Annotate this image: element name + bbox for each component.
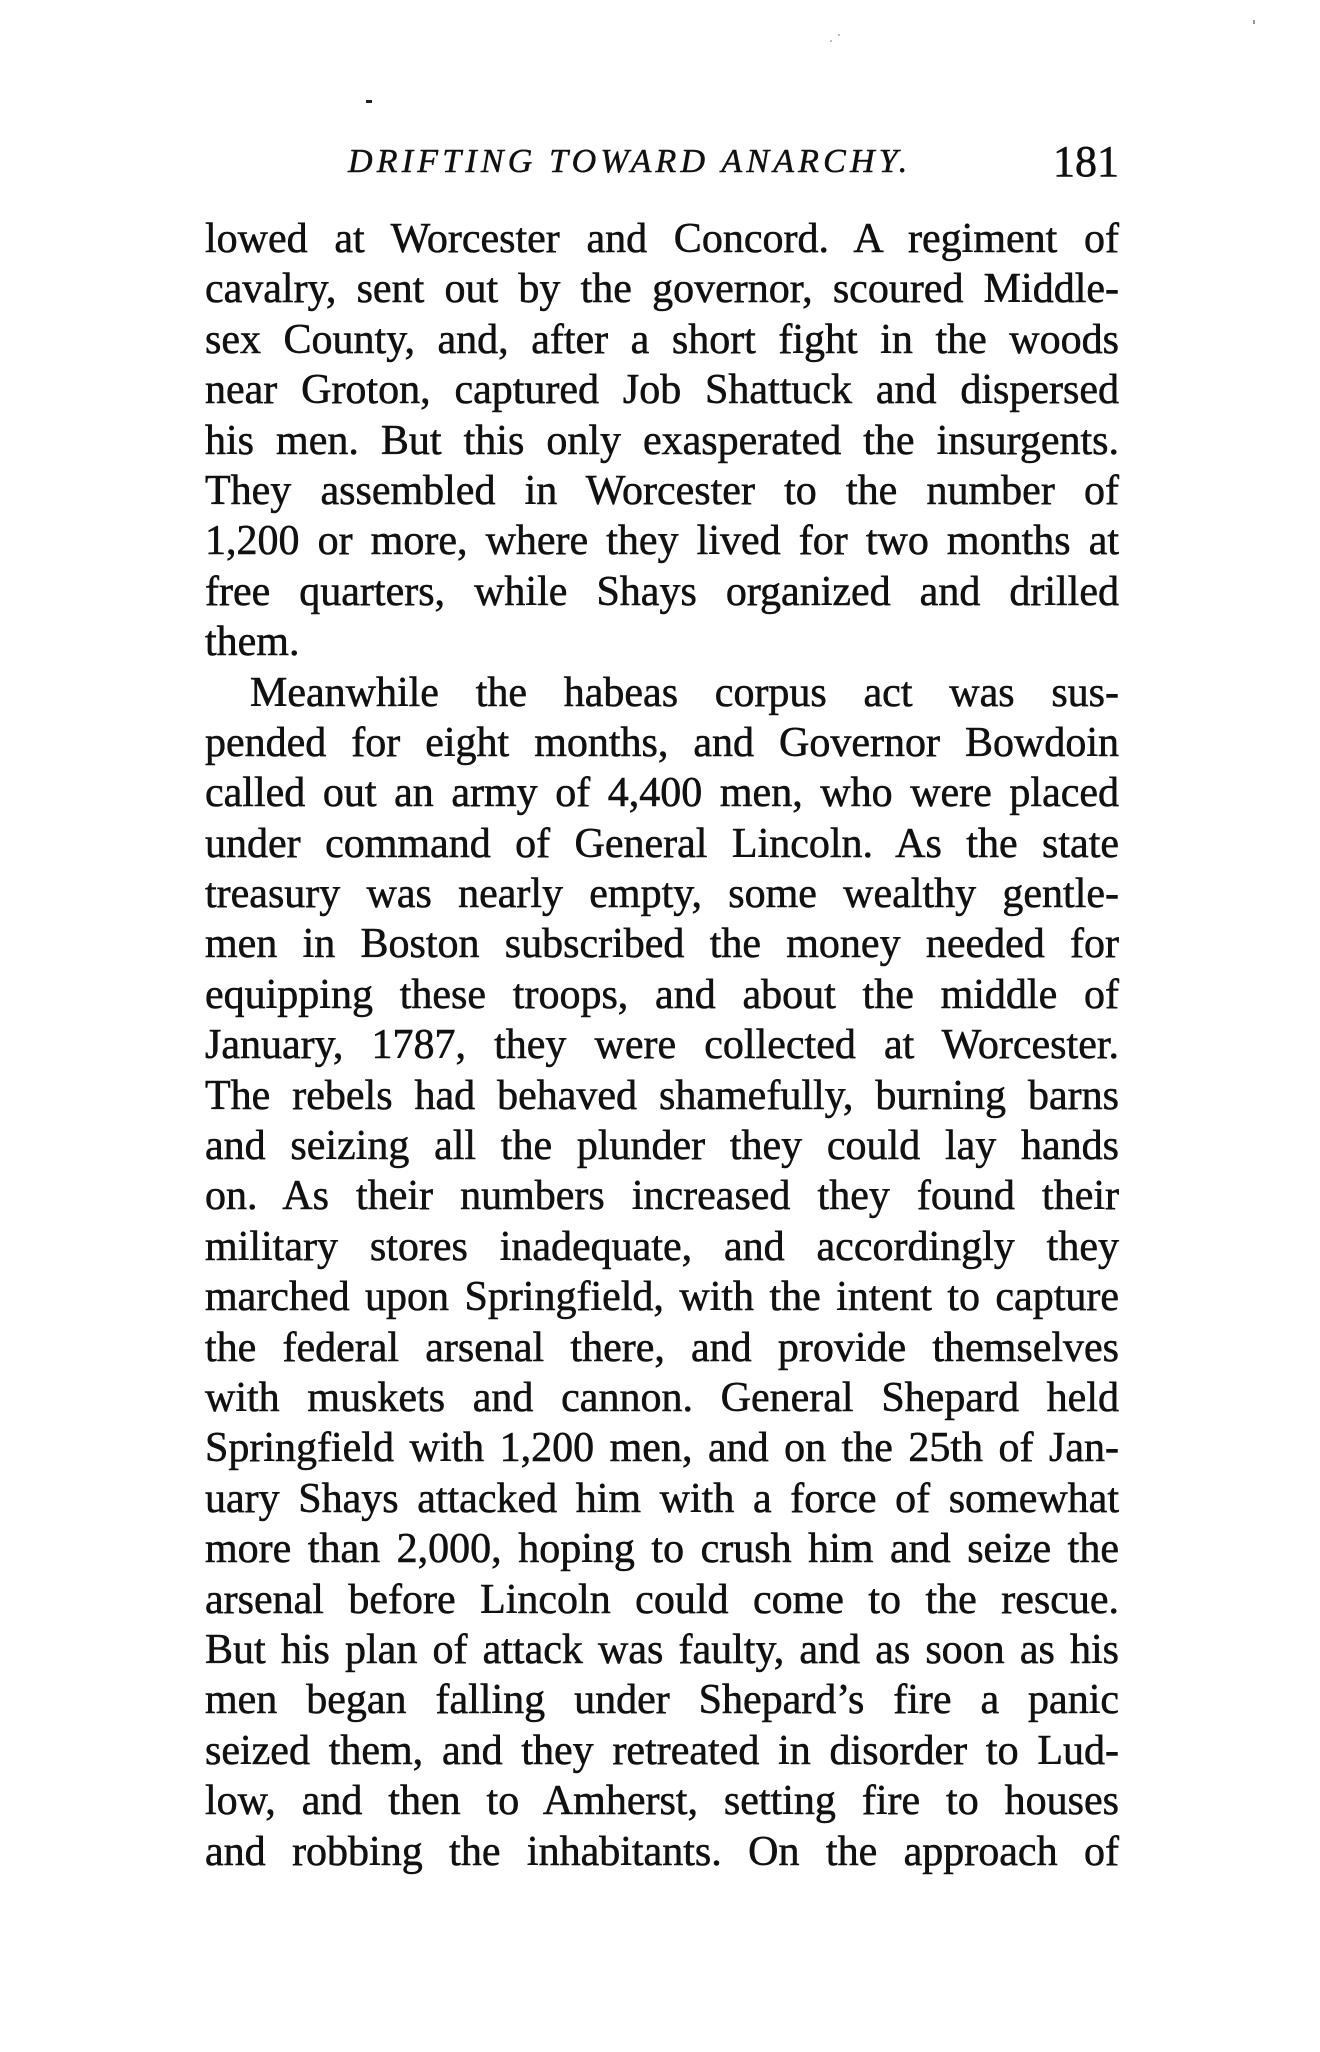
scan-speck — [838, 34, 840, 36]
running-head — [348, 137, 1119, 186]
scan-speck — [830, 40, 832, 42]
text-line: January, 1787, they were collected at Worcester. — [205, 1022, 1119, 1069]
text-line: more than 2,000, hoping to crush him and seize the — [205, 1526, 1119, 1573]
text-line: military stores inadequate, and accordingly they — [205, 1223, 1119, 1270]
text-line: treasury was nearly empty, some wealthy gentle- — [205, 871, 1119, 918]
body-text — [205, 214, 1119, 1877]
text-line: 1,200 or more, where they lived for two months at — [205, 518, 1119, 565]
text-line: marched upon Springfield, with the intent to capture — [205, 1274, 1119, 1321]
text-line: with muskets and cannon. General Shepard held — [205, 1374, 1119, 1421]
text-line: pended for eight months, and Governor Bowdoin — [205, 719, 1119, 766]
text-line: near Groton, captured Job Shattuck and dispersed — [205, 367, 1119, 414]
text-line: and seizing all the plunder they could lay hands — [205, 1123, 1119, 1170]
text-line: and robbing the inhabitants. On the approach of — [205, 1828, 1119, 1875]
text-line: uary Shays attacked him with a force of somewhat — [205, 1475, 1119, 1522]
page-number: 181 — [1053, 137, 1119, 186]
paragraph — [205, 668, 1119, 1877]
text-line: The rebels had behaved shamefully, burning barns — [205, 1072, 1119, 1119]
scan-speck — [366, 100, 372, 103]
text-line: free quarters, while Shays organized and drilled — [205, 568, 1119, 615]
text-line: cavalry, sent out by the governor, scoured Middle- — [205, 266, 1119, 313]
text-line: his men. But this only exasperated the insurgents. — [205, 417, 1119, 464]
scan-speck — [1253, 20, 1255, 24]
text-line: sex County, and, after a short fight in the woods — [205, 316, 1119, 363]
text-line: the federal arsenal there, and provide themselves — [205, 1324, 1119, 1371]
running-head-title: DRIFTING TOWARD ANARCHY. — [348, 143, 912, 180]
text-line: under command of General Lincoln. As the state — [205, 820, 1119, 867]
text-line: on. As their numbers increased they found their — [205, 1173, 1119, 1220]
text-line: them. — [205, 619, 300, 666]
text-line: men began falling under Shepard’s fire a panic — [205, 1677, 1119, 1724]
text-line: seized them, and they retreated in disorder to Lud- — [205, 1727, 1119, 1774]
paragraph — [205, 214, 1119, 668]
text-line: But his plan of attack was faulty, and as soon as his — [205, 1626, 1119, 1673]
text-line: equipping these troops, and about the middle of — [205, 971, 1119, 1018]
text-line: arsenal before Lincoln could come to the rescue. — [205, 1576, 1119, 1623]
text-line: men in Boston subscribed the money needed for — [205, 921, 1119, 968]
text-line: low, and then to Amherst, setting fire to houses — [205, 1778, 1119, 1825]
text-line: called out an army of 4,400 men, who were placed — [205, 770, 1119, 817]
text-line: Meanwhile the habeas corpus act was sus- — [250, 669, 1119, 716]
text-line: Springfield with 1,200 men, and on the 25th of Jan- — [205, 1425, 1119, 1472]
text-line: lowed at Worcester and Concord. A regiment of — [205, 216, 1119, 262]
text-line: They assembled in Worcester to the number of — [205, 467, 1119, 514]
